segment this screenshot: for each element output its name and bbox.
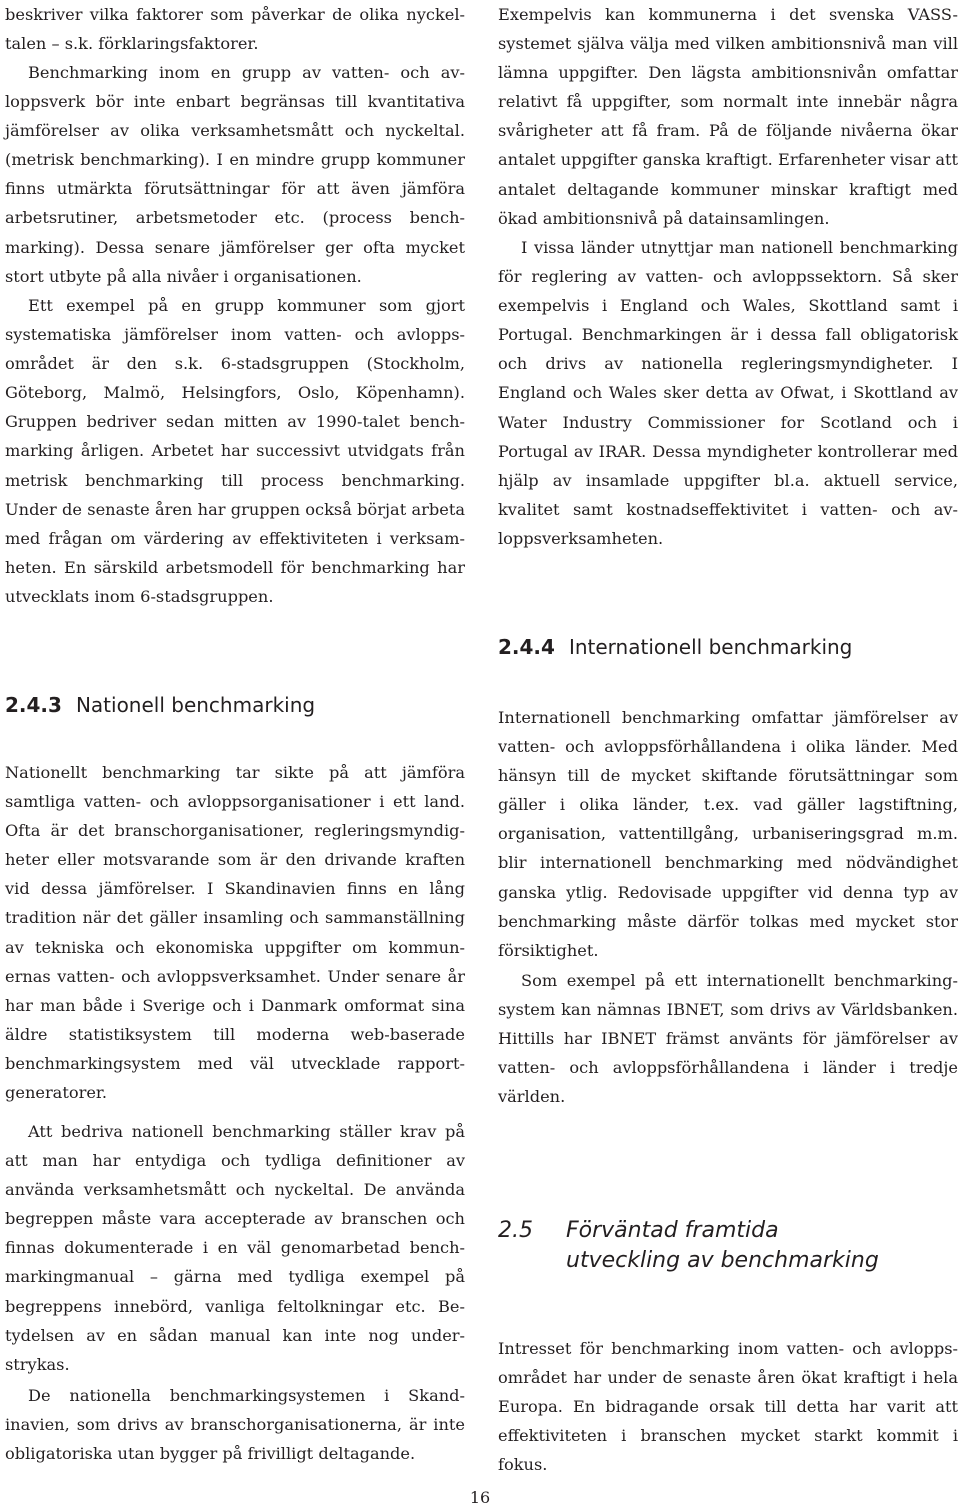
- section-title: Förväntad framtida utveckling av benchmarking: [566, 1218, 879, 1273]
- section-title: Internationell benchmarking: [568, 635, 853, 659]
- paragraph-vass-example: Exempelvis kan kommunerna i det svenska VASS-systemet själva välja med vilken ambitionsnivå man vill lämna uppgifter. Den lägsta ambitionsnivån omfattar relativt få uppgifter, som normalt inte innebär några svårigheter att få fram. På de följande nivåerna ökar antalet uppgifter ganska kraftigt. Erfarenheter visar att antalet deltagande kommuner minskar kraftigt med ökad ambitionsnivå på datainsamlingen.: [498, 5, 958, 228]
- paragraph-continuation: beskriver vilka faktorer som påverkar de olika nyckeltalen – s.k. förklaringsfaktorer.: [5, 5, 465, 54]
- section-heading-2-4-4: [498, 634, 958, 660]
- section-number: 2.4.3: [5, 693, 62, 717]
- paragraph-benchmarking-group: Benchmarking inom en grupp av vatten- och avloppsverk bör inte enbart begränsas till kvantitativa jämförelser av olika verksamhetsmått och nyckeltal. (metrisk benchmarking). I en mindre grupp kommuner finns utmärkta förutsättningar för att även jämföra arbetsrutiner, arbetsmetoder etc. (process benchmarking). Dessa senare jämförelser ger ofta mycket stort utbyte på alla nivåer i organisationen.: [5, 63, 465, 286]
- paragraph-six-city-group: Ett exempel på en grupp kommuner som gjort systematiska jämförelser inom vatten- och avloppsområdet är den s.k. 6-stadsgruppen (Stockholm, Göteborg, Malmö, Helsingfors, Oslo, Köpenhamn). Gruppen bedriver sedan mitten av 1990-talet benchmarking årligen. Arbetet har successivt utvidgats från metrisk benchmarking till process benchmarking. Under de senaste åren har gruppen också börjat arbeta med frågan om värdering av effektiviteten i verksamheten. En särskild arbetsmodell för benchmarking har utvecklats inom 6-stadsgruppen.: [5, 296, 465, 606]
- paragraph-national-definitions: Att bedriva nationell benchmarking ställer krav på att man har entydiga och tydliga definitioner av använda verksamhetsmått och nyckeltal. De använda begreppen måste vara accepterade av branschen och finnas dokumenterade i en väl genomarbetad benchmarkingmanual – gärna med tydliga exempel på begreppens innebörd, vanliga feltolkningar etc. Betydelsen av en sådan manual kan inte nog understrykas.: [5, 1122, 465, 1374]
- paragraph-ibnet: Som exempel på ett internationellt benchmarkingsystem kan nämnas IBNET, som drivs av Världsbanken. Hittills har IBNET främst använts för jämförelser av vatten- och avloppsförhållandena i länder i tredje världen.: [498, 971, 958, 1107]
- page-number: 16: [469, 1488, 491, 1507]
- paragraph-international-intro: Internationell benchmarking omfattar jämförelser av vatten- och avloppsförhållandena i olika länder. Med hänsyn till de mycket skiftande förutsättningar som gäller i olika länder, t.ex. vad gäller lagstiftning, organisation, vattentillgång, urbaniseringsgrad m.m. blir internationell benchmarking med nödvändighet ganska ytlig. Redovisade uppgifter vid denna typ av benchmarking måste därför tolkas med mycket stor försiktighet.: [498, 708, 958, 960]
- paragraph-national-voluntary: De nationella benchmarkingsystemen i Skandinavien, som drivs av branschorganisationerna, är inte obligatoriska utan bygger på frivilligt deltagande.: [5, 1386, 465, 1464]
- paragraph-national-intro: Nationellt benchmarking tar sikte på att jämföra samtliga vatten- och avloppsorganisationer i ett land. Ofta är det branschorganisationer, regleringsmyndigheter eller motsvarande som är den drivande kraften vid dessa jämförelser. I Skandinavien finns en lång tradition när det gäller insamling och sammanställning av tekniska och ekonomiska uppgifter om kommunernas vatten- och avloppsverksamhet. Under senare år har man både i Sverige och i Danmark omformat sina äldre statistiksystem till moderna web-baserade benchmarkingsystem med väl utvecklade rapportgeneratorer.: [5, 763, 465, 1103]
- paragraph-regulation: I vissa länder utnyttjar man nationell benchmarking för reglering av vatten- och avloppssektorn. Så sker exempelvis i England och Wales, Skottland samt i Portugal. Benchmarkingen är i dessa fall obligatorisk och drivs av nationella regleringsmyndigheter. I England och Wales sker detta av Ofwat, i Skottland av Water Industry Commissioner for Scotland och i Portugal av IRAR. Dessa myndigheter kontrollerar med hjälp av insamlade uppgifter bl.a. aktuell service, kvalitet samt kostnadseffektivitet i vatten- och avloppsverksamheten.: [498, 238, 958, 548]
- section-number: 2.4.4: [498, 635, 555, 659]
- section-title: Nationell benchmarking: [75, 693, 316, 717]
- section-heading-2-5: [498, 1216, 958, 1276]
- section-number: 2.5: [498, 1218, 533, 1243]
- paragraph-future-development: Intresset för benchmarking inom vatten- och avloppsområdet har under de senaste åren ökat kraftigt i hela Europa. En bidragande orsak till detta har varit att effektiviteten i branschen mycket starkt kommit i fokus.: [498, 1339, 958, 1475]
- section-heading-2-4-3: [5, 692, 465, 718]
